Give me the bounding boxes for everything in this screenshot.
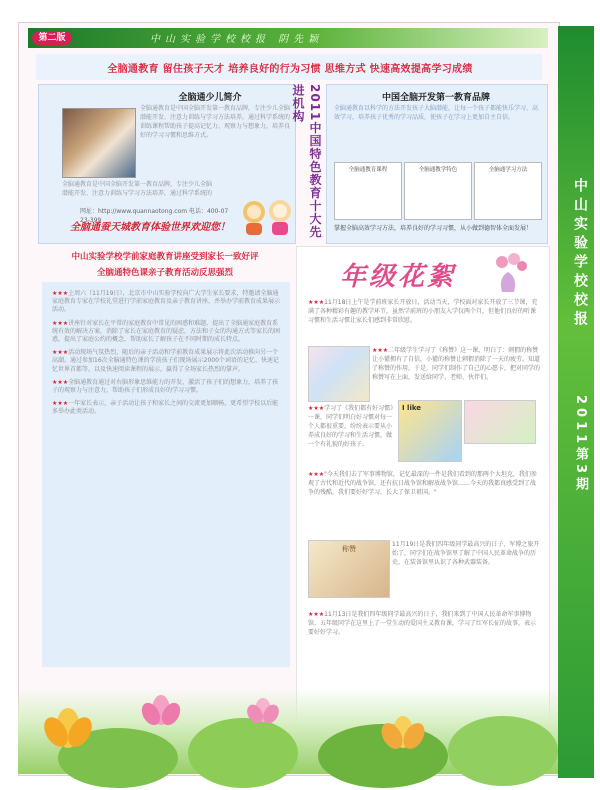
star-icon: ★★★ bbox=[52, 319, 69, 327]
article-paragraph: ★★★活动现场气氛热烈，随后的亲子活动和学前教育成果展示将此次活动推向另一个高潮。通过参加16次全脑通特色课的学前孩子们现场展示2000个词语的记忆、快速记忆世界首都等，以及快速阅读课程的展示，赢得了全场家长热烈的掌声。 bbox=[52, 349, 279, 373]
grade-news-paragraph: ★★★"今天我们去了军事博物馆，记忆最深的一件是我们看到的那两个大坦克，我们参观了古代和近代的战争馆，还有抗日战争馆和解放战争馆……今天的我都真感受到了战争的残酷，我们要好好学习，长大了保卫祖国。" bbox=[308, 471, 537, 496]
card-label: I like bbox=[402, 404, 422, 412]
star-icon: ★★★ bbox=[308, 405, 325, 412]
brand-note: 掌握全脑高效学习方法，培养良好的学习习惯，从小做到德智体全面发展！ bbox=[334, 225, 533, 232]
grade-news-title: 年级花絮 bbox=[340, 262, 457, 292]
star-icon: ★★★ bbox=[308, 471, 325, 478]
star-icon: ★★★ bbox=[308, 611, 325, 618]
lotus-flower-icon bbox=[138, 688, 184, 732]
card-label: 称赞 bbox=[342, 545, 356, 553]
article-column bbox=[42, 282, 290, 667]
article-paragraph: ★★★一年家长表示，亲子活动让孩子和家长之间的交流更加顺畅，更希望学校以后能多举办此类活动。 bbox=[52, 400, 279, 416]
lotus-flower-icon bbox=[243, 692, 283, 728]
welcome-text: 全脑通蚕天城教育体验世界欢迎您！ bbox=[70, 222, 230, 233]
mascots-illustration bbox=[238, 196, 296, 238]
lotus-decoration bbox=[18, 688, 558, 774]
vertical-heading: 2011中国特色教育十大先进机构 bbox=[291, 84, 322, 239]
grade-news-paragraph: ★★★11月13日是我们四年级同学最高兴的日子，我们来到了中国人民革命军事博物馆，五年级同学在这里上了一堂生动的爱国主义教育课，学习了红军长征的故事，表示要好好学习。 bbox=[308, 611, 537, 636]
brand-box-label: 全脑通教育课程 bbox=[348, 167, 388, 173]
grade-news-paragraph: ★★★学习了《我们都有好习惯》一课，同学们明白好习惯对每一个人都很重要，纷纷表示要从小养成良好的学习和生活习惯，做一个有礼貌的好孩子。 bbox=[308, 405, 394, 448]
brand-box bbox=[334, 162, 402, 220]
article-paragraph: ★★★讲座针对家长在平常的家庭教育中常见的困惑和难题，提出了全脑通家庭教育系统有效的解决方案，消除了家长在家庭教育的疑虑，方法和子女的沟通方式等家长的困惑，提出了家庭公约的概念，帮助家长了解孩子在不同时期的成长特点。 bbox=[52, 319, 281, 344]
lotus-leaf bbox=[188, 718, 298, 788]
contact-line: 网址：http://www.quannaotong.com 电话：400-0723-399 bbox=[80, 208, 229, 224]
heart-card-image bbox=[308, 346, 370, 402]
article-paragraph: ★★★上周六（11月19日），北京市中山实验学校向广大学生家长要求，特邀请全脑通家庭教育专家在学校礼堂进行学前家庭教育及亲子教育讲座，并举办学前教育成果展示活动。 bbox=[52, 290, 281, 314]
article-headline-2: 全脑通特色课亲子教育活动反思强烈 bbox=[96, 268, 233, 278]
star-icon: ★★★ bbox=[52, 349, 69, 357]
intro-body-2: 全脑通教育是中国全脑开发第一教育品牌，专注少儿全脑潜能开发、注意力训练与学习方法培养，通过科学系统的 bbox=[62, 181, 212, 197]
edition-badge: 第二版 bbox=[32, 31, 72, 45]
grade-news-paragraph: ★★★11月18日上午是学前班家长开放日，活动当天，学校面对家长开放了三节课，充满了各种精彩有趣的教学环节，虽然学前班的小朋友入学仅两个月，但他们良好的听课习惯和生活习惯让家长们感到非常欣慰。 bbox=[308, 299, 538, 324]
slogan-text: 全脑通教育 留住孩子天才 培养良好的行为习惯 思维方式 快速高效提高学习成绩 bbox=[107, 64, 473, 75]
star-icon: ★★★ bbox=[52, 290, 69, 297]
star-icon: ★★★ bbox=[52, 378, 69, 386]
lotus-flower-icon bbox=[38, 698, 98, 758]
star-icon: ★★★ bbox=[372, 347, 389, 354]
intro-title: 全脑通少儿简介 bbox=[178, 93, 242, 103]
brand-box-label: 全脑通教学特色 bbox=[418, 167, 458, 173]
students-photo bbox=[62, 108, 136, 178]
brand-box bbox=[404, 162, 472, 220]
i-like-card-image bbox=[398, 400, 462, 462]
lotus-flower-icon bbox=[378, 708, 428, 756]
grade-news-paragraph: 11月19日是我们四年级同学最高兴的日子，军博之旅开始了，同学们在战争馆里了解了中国人民革命战争的历史，在装备馆里认识了各种武器装备。 bbox=[392, 541, 540, 566]
masthead-title: 中山实验学校校报 阴先颖 bbox=[150, 34, 324, 45]
star-icon: ★★★ bbox=[52, 400, 69, 408]
lotus-leaf bbox=[448, 716, 558, 786]
praise-card-image bbox=[464, 400, 536, 444]
intro-body: 全脑通教育是中国全脑开发第一教育品牌，专注少儿全脑潜能开发、注意力训练与学习方法培养，通过科学系统的训练课程帮助孩子提高记忆力、观察力与想象力，培养良好的学习习惯和思维方式。 bbox=[140, 105, 290, 139]
brand-title: 中国全脑开发第一教育品牌 bbox=[381, 93, 490, 103]
brand-body: 全脑通教育以科学的方法开发孩子大脑潜能，让每一个孩子都能快乐学习、高效学习，培养孩子优秀的学习品质，使孩子在学习上更加自主自信。 bbox=[334, 105, 539, 121]
brand-box bbox=[474, 162, 542, 220]
sidebar-title: 中山实验学校校报 bbox=[572, 178, 588, 330]
article-paragraph: ★★★全脑通教育通过对右脑形象思维能力的开发，激活了孩子们的想象力，培养了孩子的观察力与注意力，帮助孩子们形成良好的学习习惯。 bbox=[52, 378, 279, 395]
article-headline-1: 中山实验学校学前家庭教育讲座受到家长一致好评 bbox=[71, 252, 259, 262]
brand-box-label: 全脑通学习方法 bbox=[488, 167, 528, 173]
sidebar-issue: 2011第3期 bbox=[573, 395, 588, 495]
flower-vase-icon bbox=[488, 252, 532, 298]
grade-news-paragraph: ★★★二年级学生学习了《称赞》这一课，明白了：刺猬的称赞让小獾拥有了自信，小獾的称赞让刺猬消除了一天的疲劳。知道了称赞的作用，于是，同学们制作了自己的心愿卡，把对同学的称赞写在上面，发送给同学、老师、伙伴们。 bbox=[372, 347, 540, 381]
star-icon: ★★★ bbox=[308, 299, 325, 306]
diary-image bbox=[308, 540, 390, 598]
brand-boxes bbox=[334, 162, 540, 220]
